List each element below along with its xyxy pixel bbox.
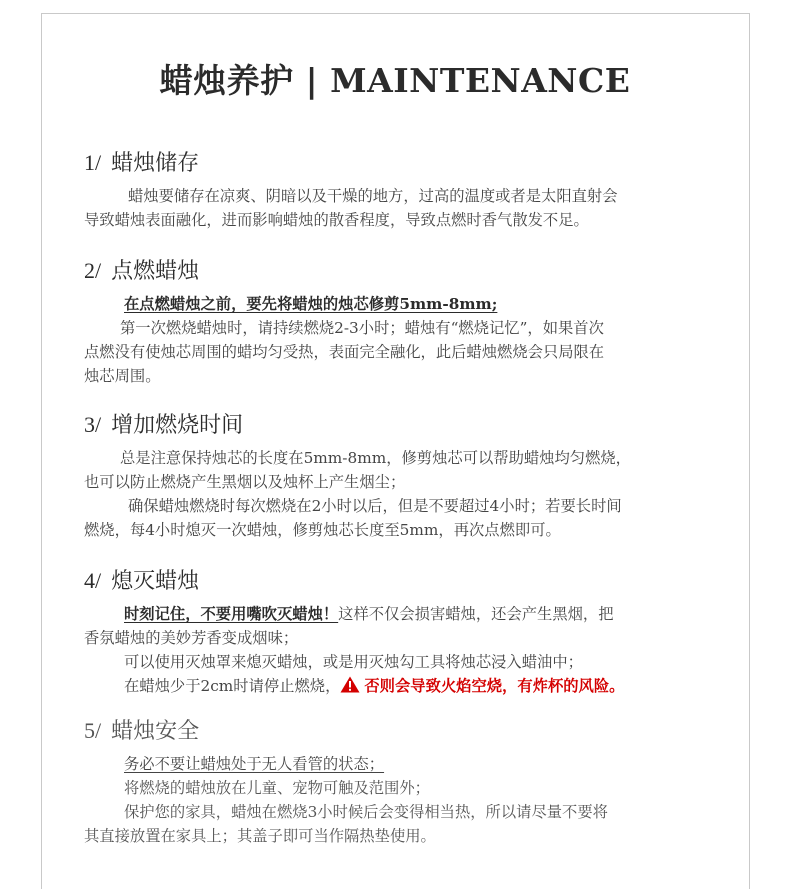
section-title: 蜡烛安全 bbox=[111, 719, 200, 744]
paragraph-line bbox=[84, 602, 724, 626]
section-number: 1/ bbox=[84, 150, 102, 175]
section-number: 5/ bbox=[84, 718, 102, 743]
section-number: 4/ bbox=[84, 568, 102, 593]
section-heading bbox=[84, 716, 724, 746]
section-title: 增加燃烧时间 bbox=[111, 413, 244, 438]
underlined-emphasis: 时刻记住，不要用嘴吹灭蜡烛！ bbox=[124, 605, 339, 623]
section-heading bbox=[84, 256, 724, 286]
section-title: 熄灭蜡烛 bbox=[111, 569, 200, 594]
section-heading bbox=[84, 566, 724, 596]
paragraph-line: 烛芯周围。 bbox=[84, 367, 161, 385]
section-safety bbox=[84, 716, 724, 848]
paragraph-line: 香氛蜡烛的美妙芳香变成烟味； bbox=[84, 629, 299, 647]
warning-text: 否则会导致火焰空烧，有炸杯的风险。 bbox=[364, 677, 625, 695]
page-title: 蜡烛养护 | MAINTENANCE bbox=[159, 61, 631, 100]
section-extinguish bbox=[84, 566, 724, 698]
section-title: 蜡烛储存 bbox=[111, 151, 200, 176]
paragraph-text: 在蜡烛少于2cm时请停止燃烧， bbox=[124, 677, 341, 695]
paragraph-line: 第一次燃烧蜡烛时，请持续燃烧2-3小时；蜡烛有“燃烧记忆”，如果首次 bbox=[120, 319, 604, 337]
emphasis-line bbox=[84, 752, 724, 776]
emphasis-line bbox=[84, 292, 724, 316]
paragraph-line: 也可以防止燃烧产生黑烟以及烛杯上产生烟尘； bbox=[84, 473, 406, 491]
paragraph-line: 点燃没有使烛芯周围的蜡均匀受热，表面完全融化，此后蜡烛燃烧会只局限在 bbox=[84, 343, 605, 361]
underlined-emphasis: 在点燃蜡烛之前，要先将蜡烛的烛芯修剪5mm-8mm; bbox=[124, 295, 498, 313]
paragraph-line: 导致蜡烛表面融化，进而影响蜡烛的散香程度，导致点燃时香气散发不足。 bbox=[84, 211, 589, 229]
underlined-emphasis: 务必不要让蜡烛处于无人看管的状态； bbox=[124, 755, 385, 773]
paragraph-text: 这样不仅会损害蜡烛，还会产生黑烟，把 bbox=[338, 605, 614, 623]
paragraph-line: 蜡烛要储存在凉爽、阴暗以及干燥的地方，过高的温度或者是太阳直射会 bbox=[128, 187, 618, 205]
paragraph-line: 总是注意保持烛芯的长度在5mm-8mm，修剪烛芯可以帮助蜡烛均匀燃烧， bbox=[120, 449, 631, 467]
section-burn-time bbox=[84, 410, 724, 542]
section-number: 2/ bbox=[84, 258, 102, 283]
section-title: 点燃蜡烛 bbox=[111, 259, 200, 284]
warning-triangle-icon bbox=[340, 676, 360, 693]
section-heading bbox=[84, 148, 724, 178]
paragraph-line: 其直接放置在家具上；其盖子即可当作隔热垫使用。 bbox=[84, 827, 436, 845]
section-heading bbox=[84, 410, 724, 440]
paragraph-line: 保护您的家具，蜡烛在燃烧3小时候后会变得相当热，所以请尽量不要将 bbox=[124, 803, 608, 821]
paragraph-line: 燃烧，每4小时熄灭一次蜡烛，修剪烛芯长度至5mm，再次点燃即可。 bbox=[84, 521, 561, 539]
section-number: 3/ bbox=[84, 412, 102, 437]
section-lighting bbox=[84, 256, 724, 388]
paragraph-line bbox=[84, 674, 724, 698]
section-storage bbox=[84, 148, 724, 232]
paragraph-line: 将燃烧的蜡烛放在儿童、宠物可触及范围外； bbox=[124, 779, 430, 797]
paragraph-line: 可以使用灭烛罩来熄灭蜡烛，或是用灭烛勾工具将烛芯浸入蜡油中； bbox=[124, 653, 583, 671]
paragraph-line: 确保蜡烛燃烧时每次燃烧在2小时以后，但是不要超过4小时；若要长时间 bbox=[128, 497, 622, 515]
